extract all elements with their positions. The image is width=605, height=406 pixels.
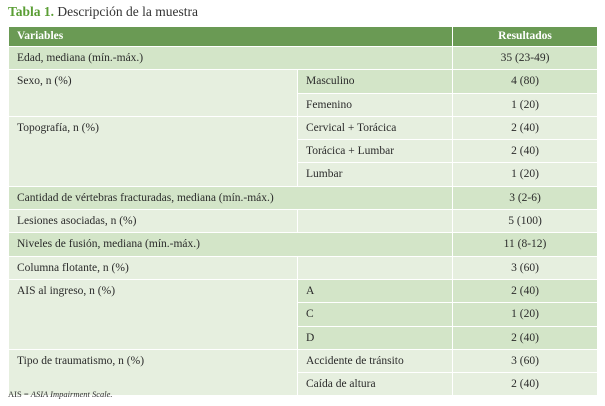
table-caption xyxy=(8,4,198,20)
value-cell: 2 (40) xyxy=(453,140,598,163)
empty-cell xyxy=(298,256,453,279)
table-row xyxy=(9,116,598,139)
table-row xyxy=(9,349,598,372)
subcategory-cell: A xyxy=(298,279,453,302)
variable-cell: Edad, mediana (mín.-máx.) xyxy=(9,47,453,70)
subcategory-cell: Torácica + Lumbar xyxy=(298,140,453,163)
value-cell: 3 (60) xyxy=(453,256,598,279)
table-row xyxy=(9,210,598,233)
subcategory-cell: Caída de altura xyxy=(298,373,453,396)
subcategory-cell: D xyxy=(298,326,453,349)
caption-title: Descripción de la muestra xyxy=(57,4,198,19)
value-cell: 11 (8-12) xyxy=(453,233,598,256)
value-cell: 1 (20) xyxy=(453,163,598,186)
value-cell: 2 (40) xyxy=(453,279,598,302)
subcategory-cell: Lumbar xyxy=(298,163,453,186)
footnote-prefix: AIS = xyxy=(8,389,31,399)
variable-cell: AIS al ingreso, n (%) xyxy=(9,279,298,349)
header-variables: Variables xyxy=(9,27,453,47)
variable-cell: Cantidad de vértebras fracturadas, mediana (mín.-máx.) xyxy=(9,186,453,209)
table-row xyxy=(9,256,598,279)
table-footnote xyxy=(8,389,113,399)
value-cell: 2 (40) xyxy=(453,326,598,349)
variable-cell: Topografía, n (%) xyxy=(9,116,298,186)
variable-cell: Niveles de fusión, mediana (mín.-máx.) xyxy=(9,233,453,256)
table-row xyxy=(9,70,598,93)
empty-cell xyxy=(298,210,453,233)
variable-cell: Lesiones asociadas, n (%) xyxy=(9,210,298,233)
value-cell: 2 (40) xyxy=(453,373,598,396)
results-table xyxy=(8,26,598,396)
table-row xyxy=(9,47,598,70)
table-row xyxy=(9,186,598,209)
caption-label: Tabla 1. xyxy=(8,4,55,19)
variable-cell: Sexo, n (%) xyxy=(9,70,298,117)
value-cell: 3 (2-6) xyxy=(453,186,598,209)
value-cell: 4 (80) xyxy=(453,70,598,93)
header-resultados: Resultados xyxy=(453,27,598,47)
subcategory-cell: Cervical + Torácica xyxy=(298,116,453,139)
subcategory-cell: Accidente de tránsito xyxy=(298,349,453,372)
subcategory-cell: C xyxy=(298,303,453,326)
table-row xyxy=(9,233,598,256)
footnote-text: ASIA Impairment Scale. xyxy=(30,389,113,399)
variable-cell: Columna flotante, n (%) xyxy=(9,256,298,279)
value-cell: 1 (20) xyxy=(453,303,598,326)
table-row xyxy=(9,279,598,302)
variable-cell: Tipo de traumatismo, n (%) xyxy=(9,349,298,396)
value-cell: 5 (100) xyxy=(453,210,598,233)
subcategory-cell: Masculino xyxy=(298,70,453,93)
value-cell: 2 (40) xyxy=(453,116,598,139)
subcategory-cell: Femenino xyxy=(298,93,453,116)
value-cell: 3 (60) xyxy=(453,349,598,372)
value-cell: 1 (20) xyxy=(453,93,598,116)
value-cell: 35 (23-49) xyxy=(453,47,598,70)
table-header-row xyxy=(9,27,598,47)
